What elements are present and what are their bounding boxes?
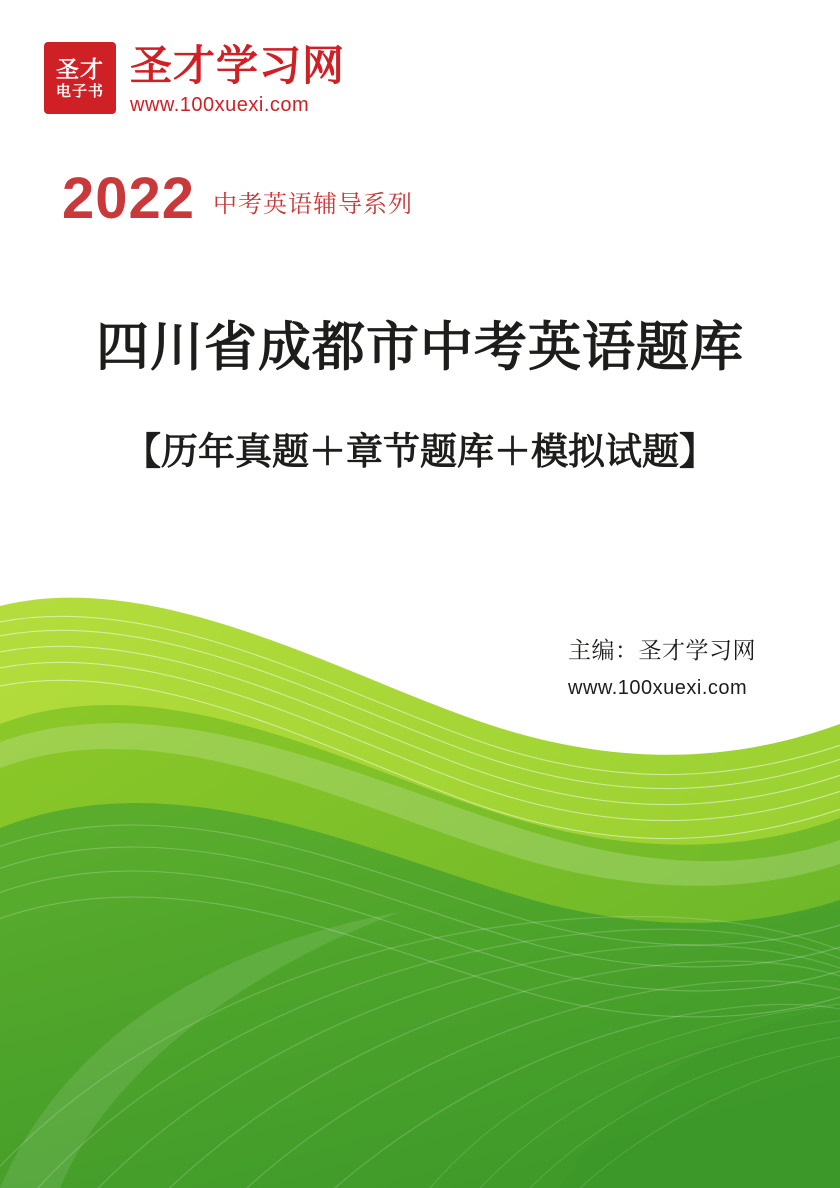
editor-line: 主编：圣才学习网: [568, 637, 756, 663]
logo-url: www.100xuexi.com: [130, 94, 310, 117]
series-name: 中考英语辅导系列: [213, 191, 414, 218]
logo-mark-icon: [44, 42, 116, 114]
author-block: [568, 632, 756, 700]
green-wave-artwork: [0, 528, 840, 1188]
logo-mark-bottom-text: 电子书: [55, 82, 104, 100]
page-subtitle: 【历年真题＋章节题库＋模拟试题】: [124, 430, 716, 472]
title-block: [0, 318, 840, 475]
page-title: 四川省成都市中考英语题库: [96, 318, 744, 377]
logo-mark-top-text: 圣才: [56, 55, 104, 82]
logo-text-group: [130, 42, 345, 117]
series-line: [62, 166, 414, 231]
publisher-logo: [44, 42, 345, 117]
series-year: 2022: [62, 166, 196, 231]
author-url: www.100xuexi.com: [568, 677, 748, 699]
logo-name: 圣才学习网: [130, 42, 346, 89]
